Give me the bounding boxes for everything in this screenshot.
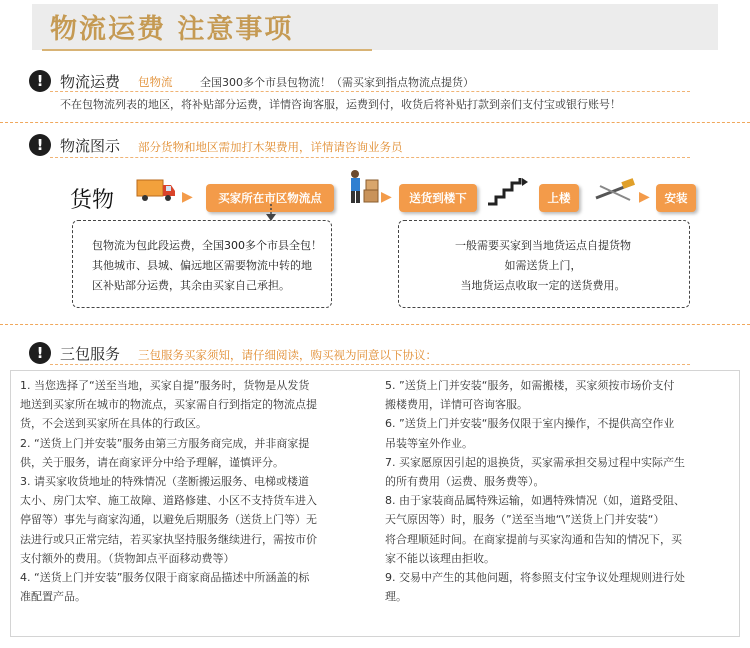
exclamation-icon: ! [29, 134, 51, 156]
logistics-fee-note-2: 不在包物流列表的地区，将补贴部分运费，详情咨询客服，运费到付，收货后将补贴打款到亲们支付宝或银行账号！ [60, 98, 621, 111]
section-subtitle-logistics-diagram: 部分货物和地区需加打木架费用，详情请咨询业务员 [138, 140, 403, 154]
arrow-right-icon: ▶ [639, 189, 650, 205]
page-divider [0, 324, 750, 325]
page-divider [0, 122, 750, 123]
goods-label: 货物 [70, 188, 115, 213]
flow-step-logistics-point: 买家所在市区物流点 [206, 184, 334, 212]
section-subtitle-logistics-fee: 包物流 [138, 75, 173, 89]
policy-column-right: 5. ”送货上门并安装“服务，如需搬楼，买家须按市场价支付 搬楼费用，详情可咨询客服。 6. ”送货上门并安装“服务仅限于室内操作，不提供高空作业 吊装等室外作业。 7. 买家愿原因引起的退换货，买家需承担交易过程中实际产生 的所有费用（运费、服务费等）。 8. 由于家装商品属特殊运输，如遇特殊情况（如，道路受阻、 天气原因等）时，服务（”送至当地“\”送货上门并安装“） 将合理顺延时间。在商家提前与买家沟通和告知的情况下，买 家不能以该理由拒收。 9. 交易中产生的其他问题，将参照支付宝争议处理规则进行处 理。 [385, 379, 685, 604]
logistics-note-left: 包物流为包此段运费，全国300多个市县全包！ 其他城市、县城、偏远地区需要物流中转的地 区补贴部分运费，其余由买家自己承担。 [92, 239, 322, 292]
flow-step-deliver-downstairs: 送货到楼下 [399, 184, 477, 212]
section-divider [50, 91, 690, 92]
exclamation-icon: ! [29, 342, 51, 364]
page-title: 物流运费 注意事项 [50, 14, 294, 45]
section-title-three-guarantee: 三包服务 [60, 345, 121, 363]
title-underline [42, 49, 372, 51]
section-title-logistics-diagram: 物流图示 [60, 137, 121, 155]
flow-step-upstairs: 上楼 [539, 184, 579, 212]
section-divider [50, 364, 690, 365]
truck-icon [135, 174, 177, 206]
stairs-icon [486, 178, 528, 206]
exclamation-icon: ! [29, 70, 51, 92]
section-title-logistics-fee: 物流运费 [60, 73, 121, 91]
tools-icon [592, 178, 638, 204]
arrow-down-icon [264, 204, 278, 222]
flow-step-install: 安装 [656, 184, 696, 212]
delivery-person-icon [344, 168, 384, 206]
section-divider [50, 157, 690, 158]
section-subtitle-three-guarantee: 三包服务买家须知，请仔细阅读，购买视为同意以下协议： [138, 348, 437, 362]
logistics-note-right: 一般需要买家到当地货运点自提货物 如需送货上门， 当地货运点收取一定的送货费用。 [455, 239, 631, 292]
arrow-right-icon: ▶ [381, 189, 392, 205]
arrow-right-icon: ▶ [182, 189, 193, 205]
policy-column-left: 1. 当您选择了“送至当地，买家自提”服务时，货物是从发货 地送到买家所在城市的物流点，买家需自行到指定的物流点提 货，不会送到买家所在具体的行政区。 2. “送货上门并安装”服务由第三方服务商完成，并非商家提 供，关于服务，请在商家评分中给予理解，谨慎评分。 3. 请买家收货地址的特殊情况（垄断搬运服务、电梯或楼道 太小、房门太窄、施工故障、道路修建、小区不支持货车进入 停留等）事先与商家沟通，以避免后期服务（送货上门等）无 法进行或只正常完结，若买家执坚持服务继续进行，需按市价 支付额外的费用。（货物卸点平面移动费等） 4. “送货上门并安装”服务仅限于商家商品描述中所涵盖的标 准配置产品。 [20, 379, 317, 604]
logistics-fee-note-1: 全国300多个市县包物流！（需买家到指点物流点提货） [200, 76, 474, 89]
page-title-bar [32, 4, 718, 50]
